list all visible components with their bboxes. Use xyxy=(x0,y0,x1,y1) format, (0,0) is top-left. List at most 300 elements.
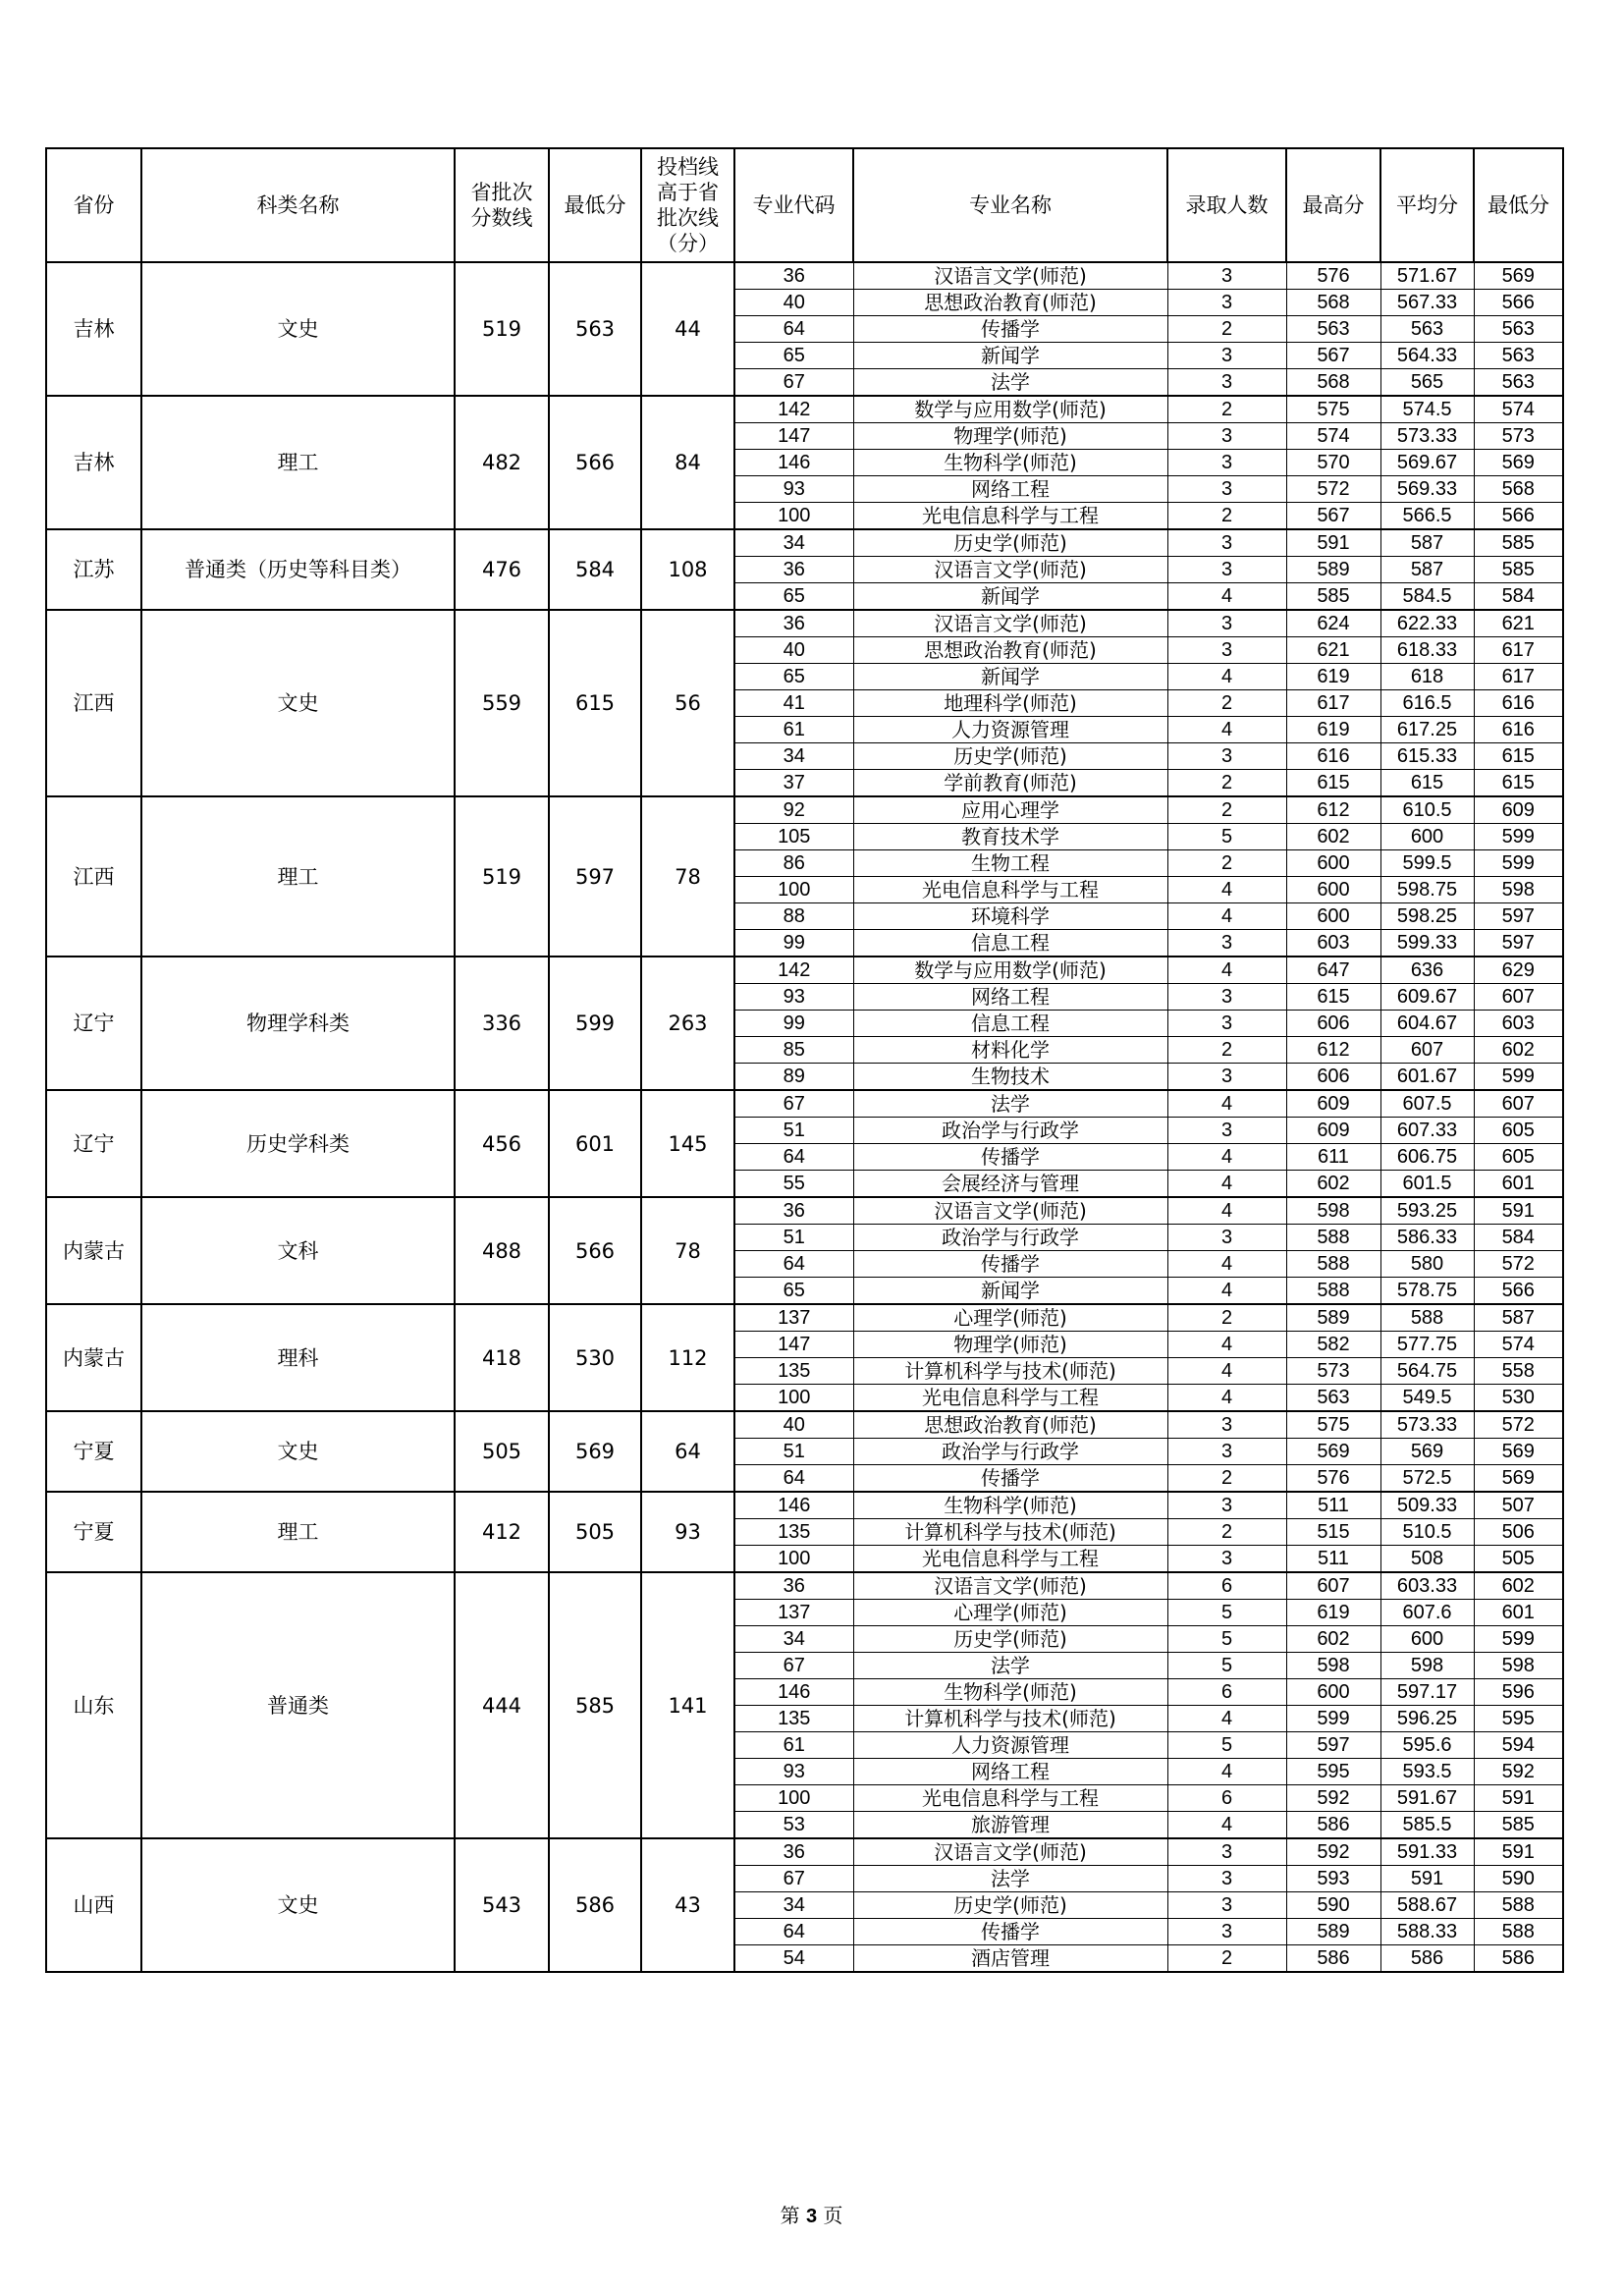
category-cell: 理科 xyxy=(141,1304,455,1411)
admitted-count-cell: 4 xyxy=(1167,1278,1286,1305)
major-code-cell: 100 xyxy=(734,1785,853,1812)
major-code-cell: 86 xyxy=(734,850,853,877)
page-footer xyxy=(0,2200,1623,2228)
lowest-score-cell: 507 xyxy=(1474,1492,1563,1519)
admitted-count-cell: 3 xyxy=(1167,529,1286,557)
category-cell: 物理学科类 xyxy=(141,957,455,1090)
lowest-score-cell: 594 xyxy=(1474,1732,1563,1759)
major-code-cell: 34 xyxy=(734,529,853,557)
avg-score-cell: 549.5 xyxy=(1380,1385,1474,1412)
category-cell: 文史 xyxy=(141,1838,455,1972)
admitted-count-cell: 3 xyxy=(1167,1866,1286,1892)
avg-score-cell: 564.75 xyxy=(1380,1358,1474,1385)
lowest-score-cell: 597 xyxy=(1474,903,1563,930)
max-score-cell: 589 xyxy=(1286,1919,1380,1945)
diff-cell: 64 xyxy=(641,1411,734,1492)
major-code-cell: 135 xyxy=(734,1706,853,1732)
category-cell: 文科 xyxy=(141,1197,455,1304)
max-score-cell: 624 xyxy=(1286,610,1380,637)
max-score-cell: 606 xyxy=(1286,1064,1380,1091)
lowest-score-cell: 591 xyxy=(1474,1838,1563,1866)
major-name-cell: 心理学(师范) xyxy=(853,1304,1167,1332)
major-name-cell: 历史学(师范) xyxy=(853,1626,1167,1653)
header-lowest-score: 最低分 xyxy=(1474,148,1563,262)
max-score-cell: 592 xyxy=(1286,1838,1380,1866)
major-name-cell: 计算机科学与技术(师范) xyxy=(853,1519,1167,1546)
header-text: （分） xyxy=(657,232,719,255)
major-code-cell: 67 xyxy=(734,1090,853,1118)
max-score-cell: 611 xyxy=(1286,1144,1380,1171)
batch-line-cell: 559 xyxy=(455,610,549,796)
major-name-cell: 计算机科学与技术(师范) xyxy=(853,1358,1167,1385)
major-code-cell: 100 xyxy=(734,503,853,530)
major-code-cell: 34 xyxy=(734,1892,853,1919)
avg-score-cell: 577.75 xyxy=(1380,1332,1474,1358)
lowest-score-cell: 569 xyxy=(1474,1465,1563,1493)
max-score-cell: 602 xyxy=(1286,1171,1380,1198)
min-score-cell: 585 xyxy=(549,1572,641,1838)
batch-line-cell: 412 xyxy=(455,1492,549,1572)
category-cell: 理工 xyxy=(141,796,455,957)
lowest-score-cell: 602 xyxy=(1474,1572,1563,1600)
admitted-count-cell: 6 xyxy=(1167,1679,1286,1706)
major-code-cell: 40 xyxy=(734,1411,853,1439)
lowest-score-cell: 569 xyxy=(1474,1439,1563,1465)
major-name-cell: 信息工程 xyxy=(853,1011,1167,1037)
max-score-cell: 574 xyxy=(1286,423,1380,450)
admitted-count-cell: 3 xyxy=(1167,1011,1286,1037)
lowest-score-cell: 506 xyxy=(1474,1519,1563,1546)
lowest-score-cell: 596 xyxy=(1474,1679,1563,1706)
major-name-cell: 光电信息科学与工程 xyxy=(853,877,1167,903)
province-cell: 江苏 xyxy=(46,529,141,610)
category-cell: 历史学科类 xyxy=(141,1090,455,1197)
major-code-cell: 146 xyxy=(734,450,853,476)
major-code-cell: 88 xyxy=(734,903,853,930)
lowest-score-cell: 605 xyxy=(1474,1144,1563,1171)
header-province: 省份 xyxy=(46,148,141,262)
admitted-count-cell: 5 xyxy=(1167,1732,1286,1759)
max-score-cell: 600 xyxy=(1286,1679,1380,1706)
min-score-cell: 615 xyxy=(549,610,641,796)
header-text: 分数线 xyxy=(470,206,533,230)
max-score-cell: 585 xyxy=(1286,583,1380,611)
max-score-cell: 588 xyxy=(1286,1251,1380,1278)
major-code-cell: 142 xyxy=(734,396,853,423)
avg-score-cell: 616.5 xyxy=(1380,690,1474,717)
batch-line-cell: 482 xyxy=(455,396,549,529)
major-name-cell: 网络工程 xyxy=(853,476,1167,503)
lowest-score-cell: 585 xyxy=(1474,529,1563,557)
province-cell: 宁夏 xyxy=(46,1411,141,1492)
lowest-score-cell: 566 xyxy=(1474,1278,1563,1305)
max-score-cell: 573 xyxy=(1286,1358,1380,1385)
admitted-count-cell: 2 xyxy=(1167,690,1286,717)
batch-line-cell: 336 xyxy=(455,957,549,1090)
admitted-count-cell: 4 xyxy=(1167,903,1286,930)
max-score-cell: 619 xyxy=(1286,1600,1380,1626)
major-name-cell: 汉语言文学(师范) xyxy=(853,1197,1167,1225)
major-code-cell: 51 xyxy=(734,1439,853,1465)
major-code-cell: 65 xyxy=(734,1278,853,1305)
major-code-cell: 65 xyxy=(734,664,853,690)
diff-cell: 44 xyxy=(641,262,734,396)
admitted-count-cell: 2 xyxy=(1167,850,1286,877)
major-code-cell: 53 xyxy=(734,1812,853,1839)
lowest-score-cell: 592 xyxy=(1474,1759,1563,1785)
major-code-cell: 36 xyxy=(734,1572,853,1600)
admitted-count-cell: 3 xyxy=(1167,369,1286,397)
max-score-cell: 595 xyxy=(1286,1759,1380,1785)
major-name-cell: 历史学(师范) xyxy=(853,529,1167,557)
max-score-cell: 602 xyxy=(1286,824,1380,850)
admitted-count-cell: 2 xyxy=(1167,1465,1286,1493)
major-name-cell: 新闻学 xyxy=(853,583,1167,611)
avg-score-cell: 607 xyxy=(1380,1037,1474,1064)
max-score-cell: 570 xyxy=(1286,450,1380,476)
table-row xyxy=(46,396,1563,423)
max-score-cell: 616 xyxy=(1286,743,1380,770)
max-score-cell: 572 xyxy=(1286,476,1380,503)
avg-score-cell: 572.5 xyxy=(1380,1465,1474,1493)
max-score-cell: 598 xyxy=(1286,1653,1380,1679)
major-name-cell: 数学与应用数学(师范) xyxy=(853,396,1167,423)
header-category: 科类名称 xyxy=(141,148,455,262)
major-code-cell: 99 xyxy=(734,930,853,957)
avg-score-cell: 604.67 xyxy=(1380,1011,1474,1037)
max-score-cell: 563 xyxy=(1286,316,1380,343)
lowest-score-cell: 573 xyxy=(1474,423,1563,450)
major-name-cell: 人力资源管理 xyxy=(853,717,1167,743)
max-score-cell: 612 xyxy=(1286,1037,1380,1064)
header-batch-line xyxy=(455,148,549,262)
lowest-score-cell: 574 xyxy=(1474,396,1563,423)
admitted-count-cell: 3 xyxy=(1167,1919,1286,1945)
lowest-score-cell: 598 xyxy=(1474,1653,1563,1679)
max-score-cell: 609 xyxy=(1286,1090,1380,1118)
lowest-score-cell: 607 xyxy=(1474,1090,1563,1118)
province-cell: 内蒙古 xyxy=(46,1197,141,1304)
avg-score-cell: 588.67 xyxy=(1380,1892,1474,1919)
lowest-score-cell: 572 xyxy=(1474,1411,1563,1439)
major-code-cell: 51 xyxy=(734,1225,853,1251)
max-score-cell: 647 xyxy=(1286,957,1380,984)
major-code-cell: 135 xyxy=(734,1519,853,1546)
lowest-score-cell: 569 xyxy=(1474,450,1563,476)
min-score-cell: 569 xyxy=(549,1411,641,1492)
batch-line-cell: 543 xyxy=(455,1838,549,1972)
admitted-count-cell: 3 xyxy=(1167,637,1286,664)
major-code-cell: 99 xyxy=(734,1011,853,1037)
major-name-cell: 思想政治教育(师范) xyxy=(853,637,1167,664)
major-code-cell: 146 xyxy=(734,1679,853,1706)
admitted-count-cell: 4 xyxy=(1167,1197,1286,1225)
admitted-count-cell: 6 xyxy=(1167,1572,1286,1600)
province-cell: 山东 xyxy=(46,1572,141,1838)
admitted-count-cell: 4 xyxy=(1167,1171,1286,1198)
max-score-cell: 592 xyxy=(1286,1785,1380,1812)
table-row xyxy=(46,1197,1563,1225)
max-score-cell: 576 xyxy=(1286,262,1380,290)
major-code-cell: 67 xyxy=(734,1866,853,1892)
major-code-cell: 89 xyxy=(734,1064,853,1091)
admitted-count-cell: 2 xyxy=(1167,316,1286,343)
batch-line-cell: 519 xyxy=(455,796,549,957)
major-name-cell: 法学 xyxy=(853,1653,1167,1679)
header-min-score: 最低分 xyxy=(549,148,641,262)
avg-score-cell: 591.67 xyxy=(1380,1785,1474,1812)
table-row xyxy=(46,1411,1563,1439)
avg-score-cell: 615 xyxy=(1380,770,1474,797)
avg-score-cell: 603.33 xyxy=(1380,1572,1474,1600)
lowest-score-cell: 621 xyxy=(1474,610,1563,637)
min-score-cell: 563 xyxy=(549,262,641,396)
admitted-count-cell: 3 xyxy=(1167,1118,1286,1144)
major-code-cell: 105 xyxy=(734,824,853,850)
avg-score-cell: 610.5 xyxy=(1380,796,1474,824)
diff-cell: 84 xyxy=(641,396,734,529)
lowest-score-cell: 591 xyxy=(1474,1197,1563,1225)
max-score-cell: 575 xyxy=(1286,396,1380,423)
major-name-cell: 历史学(师范) xyxy=(853,743,1167,770)
min-score-cell: 530 xyxy=(549,1304,641,1411)
header-row xyxy=(46,148,1563,262)
major-code-cell: 67 xyxy=(734,369,853,397)
max-score-cell: 511 xyxy=(1286,1492,1380,1519)
province-cell: 宁夏 xyxy=(46,1492,141,1572)
batch-line-cell: 418 xyxy=(455,1304,549,1411)
major-name-cell: 光电信息科学与工程 xyxy=(853,1785,1167,1812)
major-code-cell: 54 xyxy=(734,1945,853,1973)
lowest-score-cell: 609 xyxy=(1474,796,1563,824)
major-name-cell: 传播学 xyxy=(853,316,1167,343)
header-avg-score: 平均分 xyxy=(1380,148,1474,262)
admitted-count-cell: 5 xyxy=(1167,1653,1286,1679)
admitted-count-cell: 3 xyxy=(1167,423,1286,450)
major-name-cell: 传播学 xyxy=(853,1919,1167,1945)
min-score-cell: 586 xyxy=(549,1838,641,1972)
major-name-cell: 法学 xyxy=(853,1090,1167,1118)
diff-cell: 263 xyxy=(641,957,734,1090)
avg-score-cell: 586 xyxy=(1380,1945,1474,1973)
major-name-cell: 法学 xyxy=(853,369,1167,397)
table-row xyxy=(46,1492,1563,1519)
major-code-cell: 64 xyxy=(734,316,853,343)
category-cell: 文史 xyxy=(141,610,455,796)
admitted-count-cell: 4 xyxy=(1167,957,1286,984)
lowest-score-cell: 569 xyxy=(1474,262,1563,290)
admitted-count-cell: 5 xyxy=(1167,1626,1286,1653)
province-cell: 吉林 xyxy=(46,262,141,396)
avg-score-cell: 618.33 xyxy=(1380,637,1474,664)
avg-score-cell: 593.5 xyxy=(1380,1759,1474,1785)
lowest-score-cell: 591 xyxy=(1474,1785,1563,1812)
major-code-cell: 142 xyxy=(734,957,853,984)
admitted-count-cell: 2 xyxy=(1167,396,1286,423)
lowest-score-cell: 587 xyxy=(1474,1304,1563,1332)
page-number: 3 xyxy=(805,2206,818,2227)
max-score-cell: 619 xyxy=(1286,664,1380,690)
avg-score-cell: 587 xyxy=(1380,557,1474,583)
avg-score-cell: 598.25 xyxy=(1380,903,1474,930)
major-code-cell: 40 xyxy=(734,637,853,664)
major-name-cell: 光电信息科学与工程 xyxy=(853,503,1167,530)
diff-cell: 93 xyxy=(641,1492,734,1572)
diff-cell: 78 xyxy=(641,1197,734,1304)
admitted-count-cell: 2 xyxy=(1167,1037,1286,1064)
max-score-cell: 586 xyxy=(1286,1812,1380,1839)
major-name-cell: 网络工程 xyxy=(853,1759,1167,1785)
table-row xyxy=(46,957,1563,984)
min-score-cell: 599 xyxy=(549,957,641,1090)
table-row xyxy=(46,529,1563,557)
major-name-cell: 政治学与行政学 xyxy=(853,1118,1167,1144)
province-cell: 辽宁 xyxy=(46,1090,141,1197)
admitted-count-cell: 3 xyxy=(1167,1892,1286,1919)
lowest-score-cell: 572 xyxy=(1474,1251,1563,1278)
major-code-cell: 67 xyxy=(734,1653,853,1679)
major-code-cell: 37 xyxy=(734,770,853,797)
lowest-score-cell: 588 xyxy=(1474,1919,1563,1945)
admitted-count-cell: 4 xyxy=(1167,1358,1286,1385)
max-score-cell: 600 xyxy=(1286,877,1380,903)
major-code-cell: 65 xyxy=(734,343,853,369)
major-name-cell: 会展经济与管理 xyxy=(853,1171,1167,1198)
lowest-score-cell: 590 xyxy=(1474,1866,1563,1892)
diff-cell: 108 xyxy=(641,529,734,610)
table-row xyxy=(46,1090,1563,1118)
lowest-score-cell: 566 xyxy=(1474,290,1563,316)
lowest-score-cell: 585 xyxy=(1474,1812,1563,1839)
lowest-score-cell: 617 xyxy=(1474,664,1563,690)
admitted-count-cell: 4 xyxy=(1167,664,1286,690)
diff-cell: 78 xyxy=(641,796,734,957)
major-name-cell: 光电信息科学与工程 xyxy=(853,1546,1167,1573)
max-score-cell: 609 xyxy=(1286,1118,1380,1144)
max-score-cell: 600 xyxy=(1286,903,1380,930)
major-code-cell: 93 xyxy=(734,1759,853,1785)
avg-score-cell: 615.33 xyxy=(1380,743,1474,770)
lowest-score-cell: 615 xyxy=(1474,770,1563,797)
lowest-score-cell: 563 xyxy=(1474,316,1563,343)
major-name-cell: 旅游管理 xyxy=(853,1812,1167,1839)
avg-score-cell: 565 xyxy=(1380,369,1474,397)
admitted-count-cell: 4 xyxy=(1167,1706,1286,1732)
avg-score-cell: 509.33 xyxy=(1380,1492,1474,1519)
table-row xyxy=(46,1838,1563,1866)
avg-score-cell: 510.5 xyxy=(1380,1519,1474,1546)
major-code-cell: 36 xyxy=(734,557,853,583)
lowest-score-cell: 586 xyxy=(1474,1945,1563,1973)
lowest-score-cell: 629 xyxy=(1474,957,1563,984)
admitted-count-cell: 3 xyxy=(1167,1838,1286,1866)
lowest-score-cell: 599 xyxy=(1474,1064,1563,1091)
header-major-name: 专业名称 xyxy=(853,148,1167,262)
min-score-cell: 584 xyxy=(549,529,641,610)
diff-cell: 141 xyxy=(641,1572,734,1838)
diff-cell: 112 xyxy=(641,1304,734,1411)
max-score-cell: 598 xyxy=(1286,1197,1380,1225)
major-code-cell: 61 xyxy=(734,1732,853,1759)
lowest-score-cell: 597 xyxy=(1474,930,1563,957)
lowest-score-cell: 585 xyxy=(1474,557,1563,583)
major-code-cell: 137 xyxy=(734,1304,853,1332)
avg-score-cell: 601.5 xyxy=(1380,1171,1474,1198)
lowest-score-cell: 595 xyxy=(1474,1706,1563,1732)
table-row xyxy=(46,1572,1563,1600)
batch-line-cell: 505 xyxy=(455,1411,549,1492)
admitted-count-cell: 3 xyxy=(1167,290,1286,316)
major-code-cell: 147 xyxy=(734,423,853,450)
avg-score-cell: 569.33 xyxy=(1380,476,1474,503)
avg-score-cell: 585.5 xyxy=(1380,1812,1474,1839)
major-code-cell: 137 xyxy=(734,1600,853,1626)
lowest-score-cell: 599 xyxy=(1474,824,1563,850)
admitted-count-cell: 3 xyxy=(1167,343,1286,369)
batch-line-cell: 444 xyxy=(455,1572,549,1838)
province-cell: 山西 xyxy=(46,1838,141,1972)
major-name-cell: 人力资源管理 xyxy=(853,1732,1167,1759)
major-name-cell: 酒店管理 xyxy=(853,1945,1167,1973)
avg-score-cell: 573.33 xyxy=(1380,423,1474,450)
max-score-cell: 588 xyxy=(1286,1225,1380,1251)
max-score-cell: 590 xyxy=(1286,1892,1380,1919)
lowest-score-cell: 599 xyxy=(1474,1626,1563,1653)
major-code-cell: 41 xyxy=(734,690,853,717)
lowest-score-cell: 574 xyxy=(1474,1332,1563,1358)
avg-score-cell: 563 xyxy=(1380,316,1474,343)
major-name-cell: 物理学(师范) xyxy=(853,423,1167,450)
admitted-count-cell: 3 xyxy=(1167,984,1286,1011)
max-score-cell: 597 xyxy=(1286,1732,1380,1759)
max-score-cell: 589 xyxy=(1286,1304,1380,1332)
admitted-count-cell: 3 xyxy=(1167,557,1286,583)
admitted-count-cell: 4 xyxy=(1167,1251,1286,1278)
max-score-cell: 588 xyxy=(1286,1278,1380,1305)
major-name-cell: 光电信息科学与工程 xyxy=(853,1385,1167,1412)
major-name-cell: 历史学(师范) xyxy=(853,1892,1167,1919)
avg-score-cell: 591.33 xyxy=(1380,1838,1474,1866)
major-name-cell: 政治学与行政学 xyxy=(853,1439,1167,1465)
avg-score-cell: 617.25 xyxy=(1380,717,1474,743)
admitted-count-cell: 3 xyxy=(1167,1492,1286,1519)
batch-line-cell: 456 xyxy=(455,1090,549,1197)
major-name-cell: 计算机科学与技术(师范) xyxy=(853,1706,1167,1732)
lowest-score-cell: 558 xyxy=(1474,1358,1563,1385)
header-text: 高于省 xyxy=(657,181,719,204)
province-cell: 江西 xyxy=(46,796,141,957)
max-score-cell: 602 xyxy=(1286,1626,1380,1653)
max-score-cell: 569 xyxy=(1286,1439,1380,1465)
province-cell: 江西 xyxy=(46,610,141,796)
max-score-cell: 615 xyxy=(1286,770,1380,797)
avg-score-cell: 567.33 xyxy=(1380,290,1474,316)
major-code-cell: 36 xyxy=(734,610,853,637)
category-cell: 文史 xyxy=(141,262,455,396)
category-cell: 普通类（历史等科目类） xyxy=(141,529,455,610)
major-code-cell: 146 xyxy=(734,1492,853,1519)
avg-score-cell: 580 xyxy=(1380,1251,1474,1278)
max-score-cell: 582 xyxy=(1286,1332,1380,1358)
major-code-cell: 85 xyxy=(734,1037,853,1064)
admitted-count-cell: 4 xyxy=(1167,583,1286,611)
admitted-count-cell: 3 xyxy=(1167,1411,1286,1439)
min-score-cell: 566 xyxy=(549,396,641,529)
min-score-cell: 601 xyxy=(549,1090,641,1197)
min-score-cell: 566 xyxy=(549,1197,641,1304)
major-code-cell: 64 xyxy=(734,1465,853,1493)
category-cell: 普通类 xyxy=(141,1572,455,1838)
